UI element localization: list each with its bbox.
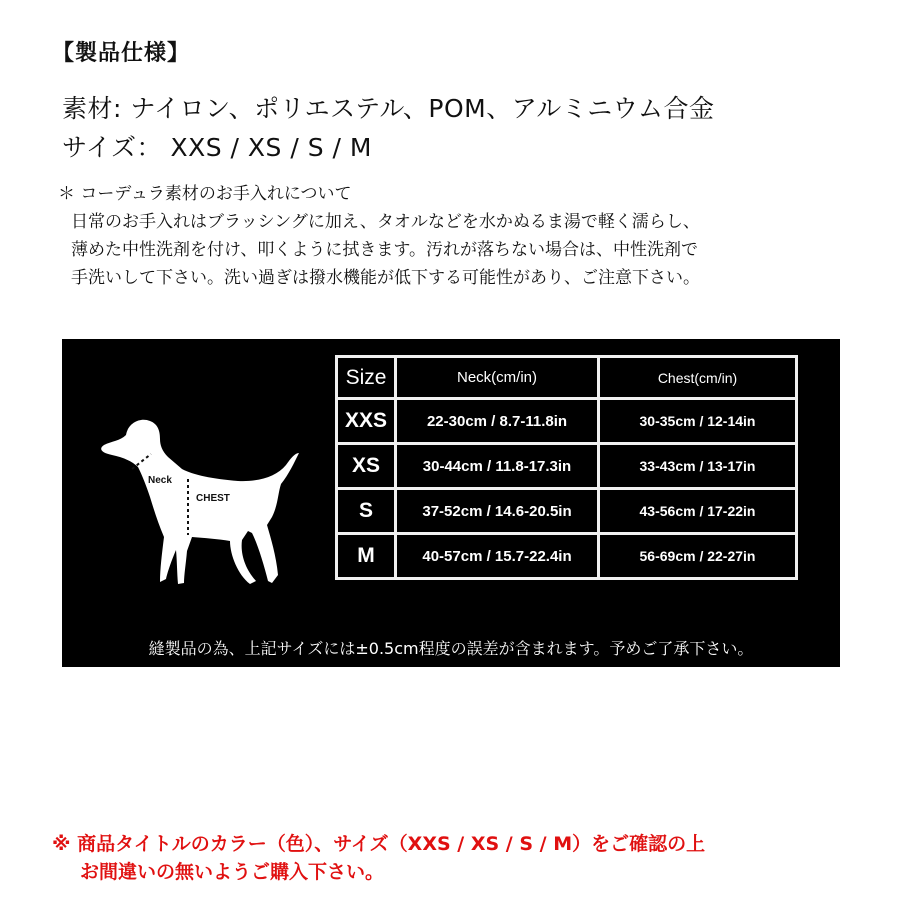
table-row — [337, 534, 797, 579]
neck-cell: 40-57cm / 15.7-22.4in — [396, 534, 599, 579]
purchase-notice — [52, 830, 705, 886]
size-tolerance-note: 縫製品の為、上記サイズには±0.5cm程度の誤差が含まれます。予めご了承下さい。 — [148, 639, 754, 658]
size-table — [335, 355, 798, 580]
neck-label: Neck — [148, 475, 172, 486]
chest-cell: 43-56cm / 17-22in — [599, 489, 797, 534]
header-chest: Chest(cm/in) — [599, 357, 797, 399]
table-row — [337, 444, 797, 489]
size-cell: M — [337, 534, 396, 579]
table-row — [337, 399, 797, 444]
care-title: ＊ コーデュラ素材のお手入れについて — [58, 184, 352, 204]
size-cell: XS — [337, 444, 396, 489]
chest-cell: 56-69cm / 22-27in — [599, 534, 797, 579]
header-neck: Neck(cm/in) — [396, 357, 599, 399]
neck-cell: 30-44cm / 11.8-17.3in — [396, 444, 599, 489]
care-line: 薄めた中性洗剤を付け、叩くように拭きます。汚れが落ちない場合は、中性洗剤で — [71, 240, 698, 260]
header-size: Size — [337, 357, 396, 399]
dog-measurement-illustration — [88, 405, 308, 590]
notice-line: お間違いの無いようご購入下さい。 — [80, 861, 385, 883]
table-header-row — [337, 357, 797, 399]
size-spec: サイズ： XXS / XS / S / M — [62, 133, 372, 162]
care-line: 日常のお手入れはブラッシングに加え、タオルなどを水かぬるま湯で軽く濡らし、 — [71, 212, 700, 232]
table-row — [337, 489, 797, 534]
chest-cell: 33-43cm / 13-17in — [599, 444, 797, 489]
notice-line: ※ 商品タイトルのカラー（色）、サイズ（XXS / XS / S / M）をご確認の上 — [52, 833, 706, 855]
spec-heading: 【製品仕様】 — [52, 41, 191, 66]
neck-cell: 22-30cm / 8.7-11.8in — [396, 399, 599, 444]
size-cell: XXS — [337, 399, 396, 444]
material-spec: 素材: ナイロン、ポリエステル、POM、アルミニウム合金 — [62, 94, 715, 123]
care-instructions — [58, 180, 700, 292]
chest-label: CHEST — [196, 493, 230, 504]
care-line: 手洗いして下さい。洗い過ぎは撥水機能が低下する可能性があり、ご注意下さい。 — [71, 268, 700, 288]
size-cell: S — [337, 489, 396, 534]
neck-cell: 37-52cm / 14.6-20.5in — [396, 489, 599, 534]
chest-cell: 30-35cm / 12-14in — [599, 399, 797, 444]
